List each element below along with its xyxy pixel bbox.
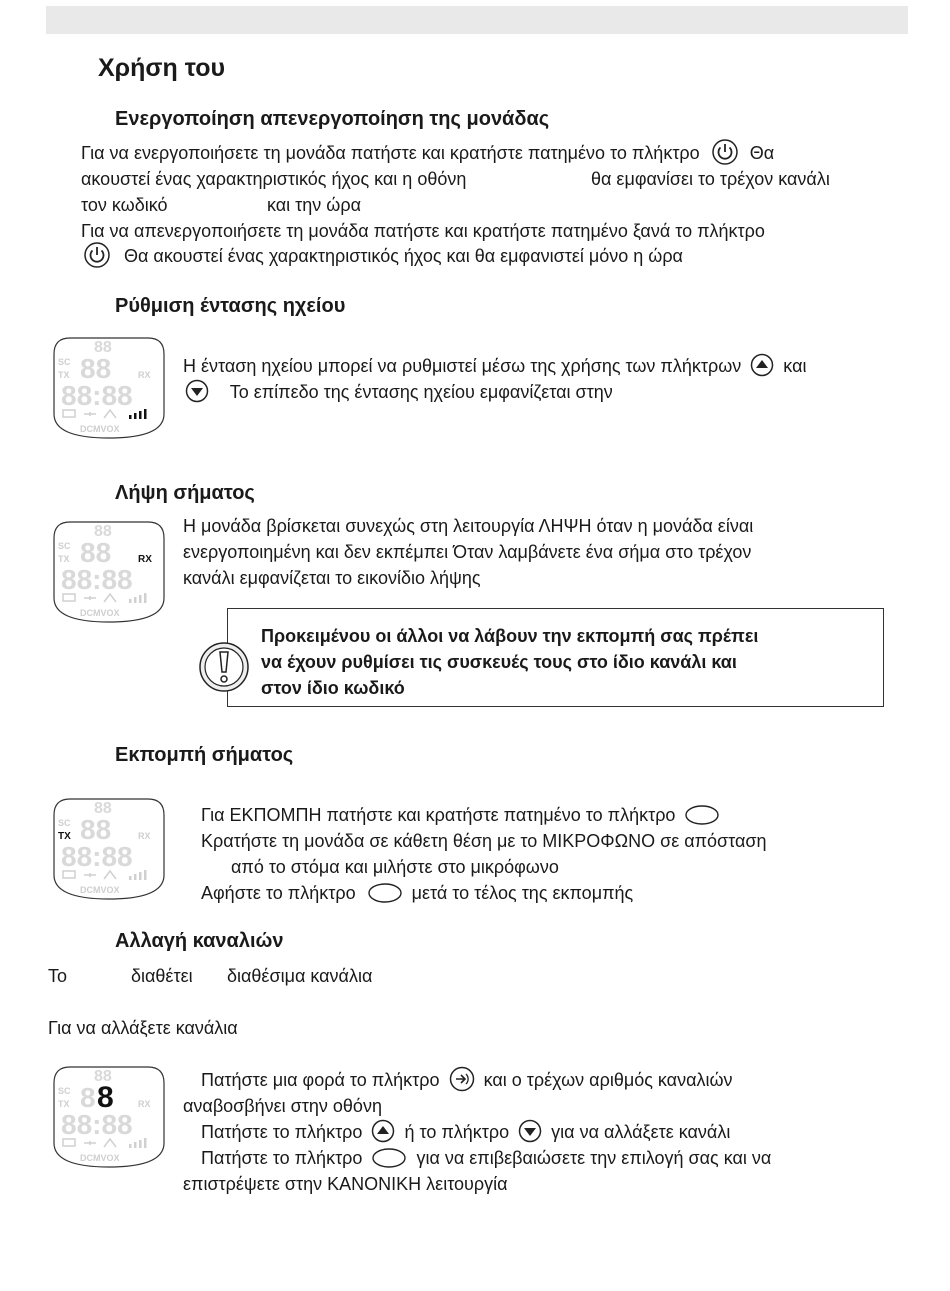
section-heading-power: Ενεργοποίηση απενεργοποίηση της μονάδας: [115, 108, 550, 130]
lcd-display-volume: [50, 334, 168, 442]
power-icon: [711, 138, 739, 166]
section-heading-transmit: Εκπομπή σήματος: [115, 744, 294, 766]
transmit-line-2: Κρατήστε τη μονάδα σε κάθετη θέση με το ΜΙΚΡΟΦΩΝΟ σε απόσταση: [201, 831, 767, 851]
key-icon: [84, 412, 96, 416]
lcd-sc-label: SC: [58, 357, 71, 367]
power-line-4: Για να απενεργοποιήσετε τη μονάδα πατήστε και κρατήστε πατημένο ξανά το πλήκτρο: [81, 221, 765, 241]
power-line-2b: θα εμφανίσει το τρέχον κανάλι: [591, 169, 830, 189]
lcd-dcmvox-label: DCMVOX: [80, 608, 120, 618]
lcd-display-channels: [50, 1063, 168, 1171]
lcd-tx-label: TX: [58, 1099, 70, 1109]
down-arrow-icon: [185, 379, 209, 403]
lcd-display-transmit: [50, 795, 168, 903]
lcd-rx-label: RX: [138, 831, 151, 841]
power-line-3b: και την ώρα: [267, 195, 362, 215]
receive-line-1: Η μονάδα βρίσκεται συνεχώς στη λειτουργία ΛΗΨΗ όταν η μονάδα είναι: [183, 516, 754, 536]
power-line-1: Για να ενεργοποιήσετε τη μονάδα πατήστε και κρατήστε πατημένο το πλήκτρο Θα: [81, 140, 774, 166]
key-icon: [84, 596, 96, 600]
section-heading-volume: Ρύθμιση έντασης ηχείου: [115, 295, 346, 317]
lcd-channel-digit-active: 8: [97, 1081, 114, 1114]
power-line-3a: τον κωδικό: [81, 195, 168, 215]
receive-line-2: ενεργοποιημένη και δεν εκπέμπει Όταν λαμβάνετε ένα σήμα στο τρέχον: [183, 542, 752, 562]
key-icon: [84, 873, 96, 877]
ptt-oval-icon: [367, 882, 403, 904]
ptt-oval-icon: [684, 804, 720, 826]
lcd-dcmvox-label: DCMVOX: [80, 1153, 120, 1163]
lcd-dcmvox-label: DCMVOX: [80, 424, 120, 434]
lcd-code-digits: 88: [94, 800, 112, 817]
battery-icon: [63, 871, 75, 878]
channels-line-1a: Το: [48, 966, 68, 986]
lcd-tx-label: TX: [58, 370, 70, 380]
power-icon: [83, 241, 111, 269]
battery-icon: [63, 1139, 75, 1146]
warning-line-3: στον ίδιο κωδικό: [261, 678, 405, 698]
lcd-channel-digits: 88: [80, 537, 112, 568]
lcd-channel-digit-dim: 8: [80, 1082, 96, 1113]
warning-line-1: Προκειμένου οι άλλοι να λάβουν την εκπομπή σας πρέπει: [261, 626, 759, 646]
battery-icon: [63, 594, 75, 601]
lcd-rx-label-active: RX: [138, 554, 152, 565]
channels-line-1c: διαθέσιμα κανάλια: [227, 966, 373, 986]
up-arrow-icon: [750, 353, 774, 377]
transmit-line-3: από το στόμα και μιλήστε στο μικρόφωνο: [231, 857, 559, 877]
warning-line-2: να έχουν ρυθμίσει τις συσκευές τους στο ίδιο κανάλι και: [261, 652, 737, 672]
lcd-sc-label: SC: [58, 541, 71, 551]
volume-line-1: Η ένταση ηχείου μπορεί να ρυθμιστεί μέσω της χρήσης των πλήκτρων και: [183, 353, 806, 379]
ptt-oval-icon: [371, 1147, 407, 1169]
vibrate-icon: [104, 594, 116, 602]
section-heading-receive: Λήψη σήματος: [115, 482, 255, 504]
lcd-code-digits: 88: [94, 523, 112, 540]
channels-line-1b: διαθέτει: [131, 966, 193, 986]
header-bar: [46, 6, 908, 34]
section-heading-channels: Αλλαγή καναλιών: [115, 930, 284, 952]
lcd-time-digits: 88:88: [61, 564, 133, 595]
exclamation-icon: [198, 641, 250, 693]
page-title: Χρήση του: [98, 54, 226, 82]
lcd-time-digits: 88:88: [61, 1109, 133, 1140]
lcd-sc-label: SC: [58, 1086, 71, 1096]
vibrate-icon: [104, 410, 116, 418]
transmit-line-1: Για ΕΚΠΟΜΠΗ πατήστε και κρατήστε πατημένο το πλήκτρο: [201, 802, 720, 828]
volume-line-2: Το επίπεδο της έντασης ηχείου εμφανίζεται στην: [183, 379, 613, 405]
battery-icon: [63, 410, 75, 417]
down-arrow-icon: [518, 1119, 542, 1143]
vibrate-icon: [104, 1139, 116, 1147]
lcd-tx-label: TX: [58, 554, 70, 564]
channels-step-3: Πατήστε το πλήκτρο για να επιβεβαιώσετε την επιλογή σας και να: [201, 1148, 772, 1168]
vibrate-icon: [104, 871, 116, 879]
lcd-sc-label: SC: [58, 818, 71, 828]
lcd-time-digits: 88:88: [61, 380, 133, 411]
channels-line-2: Για να αλλάξετε κανάλια: [48, 1018, 238, 1038]
channels-step-1: Πατήστε μια φορά το πλήκτρο και ο τρέχων αριθμός καναλιών: [201, 1067, 733, 1093]
lcd-channel-digits: 88: [80, 814, 112, 845]
power-line-2a: ακουστεί ένας χαρακτηριστικός ήχος και η οθόνη: [81, 169, 467, 189]
channels-step-2: Πατήστε το πλήκτρο ή το πλήκτρο για να αλλάξετε κανάλι: [201, 1119, 730, 1145]
power-line-5: Θα ακουστεί ένας χαρακτηριστικός ήχος και θα εμφανιστεί μόνο η ώρα: [81, 243, 683, 269]
channels-step-1-cont: αναβοσβήνει στην οθόνη: [183, 1096, 382, 1116]
lcd-time-digits: 88:88: [61, 841, 133, 872]
key-icon: [84, 1141, 96, 1145]
menu-key-icon: [449, 1066, 475, 1092]
transmit-line-4: Αφήστε το πλήκτρο μετά το τέλος της εκπομπής: [201, 883, 634, 903]
lcd-tx-label-active: TX: [58, 831, 71, 842]
lcd-rx-label: RX: [138, 1099, 151, 1109]
lcd-code-digits: 88: [94, 339, 112, 356]
up-arrow-icon: [371, 1119, 395, 1143]
lcd-dcmvox-label: DCMVOX: [80, 885, 120, 895]
lcd-display-receive: [50, 518, 168, 626]
lcd-channel-digits: 88: [80, 353, 112, 384]
receive-line-3: κανάλι εμφανίζεται το εικονίδιο λήψης: [183, 568, 481, 588]
lcd-code-digits: 88: [94, 1068, 112, 1085]
channels-step-3-cont: επιστρέψετε στην ΚΑΝΟΝΙΚΗ λειτουργία: [183, 1174, 508, 1194]
lcd-rx-label: RX: [138, 370, 151, 380]
